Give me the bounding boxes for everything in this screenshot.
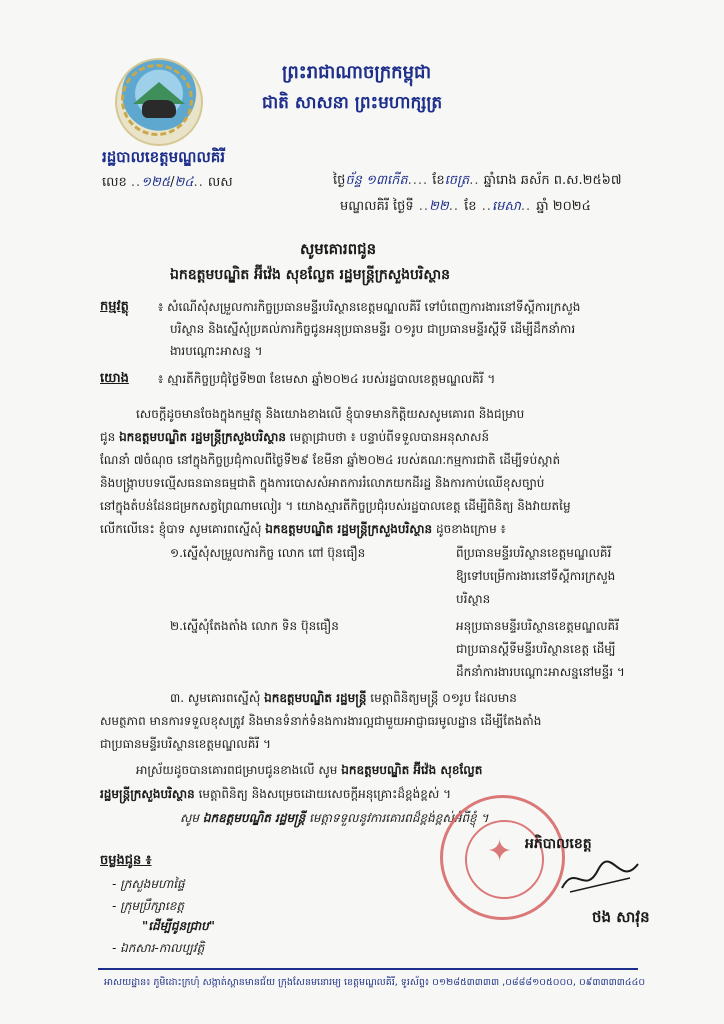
seal-emblem-icon: ✦ <box>487 834 513 869</box>
body-line-6-end: ដូចខាងក្រោម ៖ <box>436 522 506 536</box>
reference-label: យោង <box>100 371 129 386</box>
closing-line-2 <box>100 786 451 804</box>
ox-icon <box>142 100 176 118</box>
item-3-recipient: ឯកឧត្តមបណ្ឌិត រដ្ឋមន្ត្រី <box>264 691 367 705</box>
year-value: ឆ្នាំ ២០២៤ <box>536 199 591 214</box>
reference-text: ៖ ស្មារតីកិច្ចប្រជុំថ្ងៃទី២៣ ខែមេសា ឆ្នាំ២០២៤ របស់រដ្ឋបាលខេត្តមណ្ឌលគិរី ។ <box>158 372 496 386</box>
body-line-6-start: លើកលើនេះ ខ្ញុំបាទ សូមគោរពស្នើសុំ <box>100 522 262 536</box>
reference-number: លេខ ..១២៥/២៤.. លស <box>102 175 233 190</box>
ref-suffix: លស <box>207 175 233 190</box>
lunar-month-prefix: ខែ <box>432 173 445 188</box>
lunar-day-prefix: ថ្ងៃ <box>333 173 346 188</box>
handwritten-signature <box>560 858 640 898</box>
item-3-start: ៣. សូមគោរពស្នើសុំ <box>170 691 261 705</box>
subject-line-2: បរិស្ថាន និងស្នើសុំប្រគល់ភារកិច្ចជូនអនុប្រធានមន្ទីរ ០១រូប ជាប្រធានមន្ទីរស្តីទី ដើម្បីដឹកនាំការ <box>170 322 576 336</box>
cc-item-1: - ក្រសួងមហាផ្ទៃ <box>112 877 185 891</box>
body-line-2 <box>100 429 489 447</box>
provincial-emblem-logo <box>115 58 203 146</box>
ref-number-value: ១២៥ <box>141 175 171 190</box>
body-line-2-end: មេត្តាជ្រាបថា ៖ បន្ទាប់ពីទទួលបានអនុសាសន៍ <box>289 430 490 444</box>
body-line-3: ណែនាំ ៧ចំណុច នៅក្នុងកិច្ចប្រជុំកាលពីថ្ងៃទី២៩ ខែមីនា ឆ្នាំ២០២៤ របស់គណៈកម្មការជាតិ ដើម្បីទប់ស្កាត់ <box>100 453 561 467</box>
solar-date: មណ្ឌលគិរី ថ្ងៃទី ..២២.. ខែ ..មេសា.. ឆ្នាំ ២០២៤ <box>340 199 591 214</box>
body-line-6-recipient: ឯកឧត្តមបណ្ឌិត រដ្ឋមន្ត្រីក្រសួងបរិស្ថាន <box>265 522 433 536</box>
body-line-2-recipient: ឯកឧត្តមបណ្ឌិត រដ្ឋមន្ត្រីក្រសួងបរិស្ថាន <box>119 430 286 444</box>
body-line-1: សេចក្តីដូចមានចែងក្នុងកម្មវត្ថុ និងយោងខាងលើ ខ្ញុំបាទមានកិត្តិយសសូមគោរព និងជម្រាប <box>136 407 525 421</box>
item-2-right-1: អនុប្រធានមន្ទីរបរិស្ថានខេត្តមណ្ឌលគិរី <box>456 619 619 633</box>
cc-item-4: - ឯកសារ-កាលប្បវត្តិ <box>112 941 205 955</box>
closing-line-2-end: មេត្តាពិនិត្យ និងសម្រេចដោយសេចក្តីអនុគ្រោះដ៏ខ្ពង់ខ្ពស់ ។ <box>198 787 452 801</box>
item-3-end: មេត្តាពិនិត្យមន្ត្រី ០១រូប ដែលមាន <box>370 691 517 705</box>
official-seal-stamp <box>440 795 565 920</box>
ref-separator: / <box>170 175 175 190</box>
item-3-line-1 <box>170 690 517 708</box>
recipient-heading: ឯកឧត្តមបណ្ឌិត អ៊ីវ៉េង សុខលែ្លត រដ្ឋមន្ត្រីក្រសួងបរិស្ថាន <box>170 267 450 283</box>
body-line-2-start: ជូន <box>100 430 116 444</box>
issuing-authority: រដ្ឋបាលខេត្តមណ្ឌលគិរី <box>102 148 226 166</box>
item-1-right-2: ឱ្យទៅបម្រើការងារនៅទីស្តីការក្រសួង <box>456 569 616 583</box>
national-motto: ជាតិ សាសនា ព្រះមហាក្សត្រ <box>262 93 443 113</box>
item-2-left: ២.ស្នើសុំតែងតាំង លោក ទិន ប៊ុនធឿន <box>170 619 339 633</box>
closing-line-1 <box>136 762 482 780</box>
item-2-right-3: ដឹកនាំការងារបណ្តោះអាសន្ននៅមន្ទីរ ។ <box>456 665 625 679</box>
closing-line-3 <box>180 810 488 828</box>
closing-line-3-start: សូម <box>180 811 200 825</box>
item-1-right-3: បរិស្ថាន <box>456 592 491 606</box>
item-1-right-1: ពីប្រធានមន្ទីរបរិស្ថានខេត្តមណ្ឌលគិរី <box>456 546 612 560</box>
body-line-5: នៅក្នុងតំបន់ដែនជម្រកសត្វព្រៃណាមលៀរ ។ យោងស្មារតីកិច្ចប្រជុំរបស់រដ្ឋបាលខេត្ត ដើម្បីពិនិត្យ និងវាយតម្លៃ <box>100 499 571 513</box>
closing-line-3-recipient: ឯកឧត្តមបណ្ឌិត រដ្ឋមន្ត្រី <box>202 811 306 825</box>
cc-item-3: "ដើម្បីជូនជ្រាប" <box>142 919 215 933</box>
cc-label: ចម្លងជូន ៖ <box>100 853 152 868</box>
closing-line-1-recipient: ឯកឧត្តមបណ្ឌិត អ៊ីវ៉េង សុខលែ្លត <box>341 763 483 777</box>
subject-line-3: ងារបណ្តោះអាសន្ន ។ <box>170 344 263 358</box>
lunar-day: ច័ន្ទ ១៣កើត <box>345 173 408 188</box>
lunar-year: ឆ្នាំរោង ឆស័ក ព.ស.២៥៦៧ <box>483 173 622 188</box>
day-value: ២២ <box>429 199 449 214</box>
item-3-line-2: សមត្ថភាព មានការទទួលខុសត្រូវ និងមានទំនាក់ទំនងការងារល្អជាមួយអាជ្ញាធរមូលដ្ឋាន ដើម្បីតែងតាំង <box>100 714 542 728</box>
place-date-prefix: មណ្ឌលគិរី ថ្ងៃទី <box>340 199 414 214</box>
ref-prefix: លេខ <box>102 175 127 190</box>
body-line-6 <box>100 521 506 539</box>
signatory-title: អភិបាលខេត្ត <box>525 836 592 852</box>
lunar-month: ចេត្រ <box>444 173 470 188</box>
item-1-left: ១.ស្នើសុំសម្រួលការកិច្ច លោក ពៅ ប៊ុនធឿន <box>170 546 366 560</box>
footer-divider <box>98 968 638 970</box>
ref-year-value: ២៤ <box>174 175 194 190</box>
month-value: មេសា <box>491 199 521 214</box>
month-prefix: ខែ <box>464 199 477 214</box>
closing-line-3-end: មេត្តាទទួលនូវការគោរពដ៏ខ្ពង់ខ្ពស់អំពីខ្ញុំ ។ <box>309 811 489 825</box>
subject-line-1: ៖ សំណើសុំសម្រួលការកិច្ចប្រធានមន្ទីរបរិស្ថានខេត្តមណ្ឌលគិរី ទៅបំពេញការងារនៅទីស្តីការក្រសួង <box>158 300 581 314</box>
kingdom-title: ព្រះរាជាណាចក្រកម្ពុជា <box>282 62 432 83</box>
cc-item-2: - ក្រុមប្រឹក្សាខេត្ត <box>112 899 185 913</box>
greeting-heading: សូមគោរពជូន <box>300 240 377 258</box>
lunar-date: ថ្ងៃច័ន្ទ ១៣កើត.... ខែចេត្រ.. ឆ្នាំរោង ឆស័ក ព.ស.២៥៦៧ <box>333 173 622 188</box>
item-3-line-3: ជាប្រធានមន្ទីរបរិស្ថានខេត្តមណ្ឌលគិរី ។ <box>100 737 271 751</box>
body-line-4: និងបង្ក្រាបបទល្មើសធនធានធម្មជាតិ ក្នុងការបោសសំអាតការរំលោភយកដីរដ្ឋ និងការកាប់ឈើខុសច្បាប់ <box>100 476 545 490</box>
closing-line-1-start: អាស្រ័យដូចបានគោរពជម្រាបជូនខាងលើ សូម <box>136 763 338 777</box>
closing-line-2-recipient: រដ្ឋមន្ត្រីក្រសួងបរិស្ថាន <box>100 787 195 801</box>
signatory-name: ថង សាវុន <box>592 908 650 926</box>
footer-address: អាសយដ្ឋាន៖ ភូមិដោះក្រហុំ សង្កាត់ស្ពានមានជ័យ ក្រុងសែនមនោរម្យ ខេត្តមណ្ឌលគិរី, ទូរស័ព្ទ៖ ០១២៨៥៣៣៣៣ ,០៨៨៨១០៥០០០, ០៩៣៣៣៣៤៤០ <box>104 977 646 988</box>
item-2-right-2: ជាប្រធានស្តីទីមន្ទីរបរិស្ថានខេត្ត ដើម្បី <box>456 642 616 656</box>
subject-label: កម្មវត្ថុ <box>100 299 129 314</box>
